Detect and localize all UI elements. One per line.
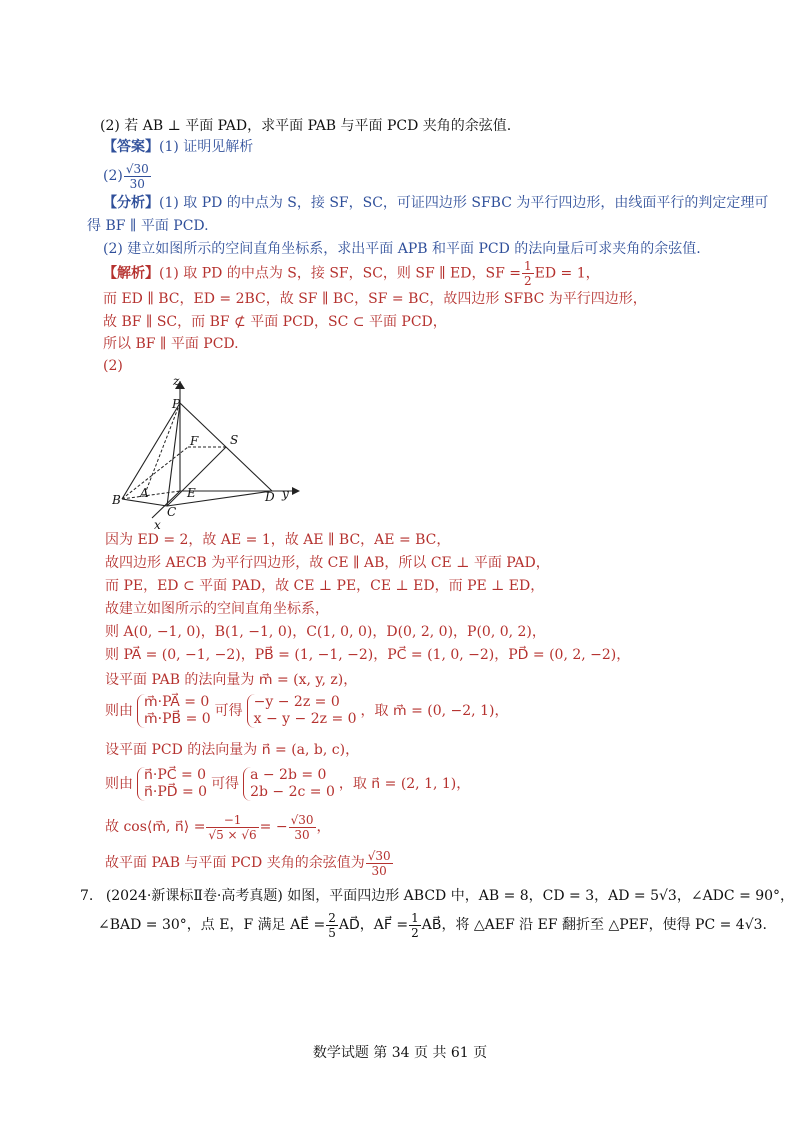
- step8-post: ，取 m⃗ = (0, −2, 1)，: [360, 703, 509, 719]
- label-z: z: [173, 374, 180, 388]
- final-fraction: [366, 849, 393, 878]
- answer-line-2: [103, 160, 152, 192]
- label-B: B: [112, 493, 121, 507]
- step11-pre: 故 cos⟨m⃗, n⃗⟩ =: [105, 819, 206, 835]
- cos-fraction-2: [289, 813, 316, 842]
- step10-eq3: a − 2b = 0: [250, 767, 327, 783]
- frac1-den: 5: [328, 925, 336, 940]
- system-m-conditions: [137, 694, 211, 728]
- frac2-num: 1: [411, 910, 419, 925]
- step8-eq2: m⃗·PB⃗ = 0: [144, 711, 211, 727]
- frac-two-fifths: [326, 911, 338, 940]
- question-2-text: (2) 若 AB ⊥ 平面 PAD，求平面 PAB 与平面 PCD 夹角的余弦值.: [100, 118, 512, 134]
- label-S: S: [230, 433, 239, 447]
- solution-step-7: 设平面 PAB 的法向量为 m⃗ = (x, y, z)，: [105, 672, 358, 688]
- question-7-text-1: (2024·新课标Ⅱ卷·高考真题) 如图，平面四边形 ABCD 中，AB = 8，CD = 3，AD = 5√3，∠ADC = 90°，: [105, 888, 795, 904]
- question-7-text-2c: AB⃗，将 △AEF 沿 EF 翻折至 △PEF，使得 PC = 4√3.: [421, 917, 767, 933]
- page-footer: 数学试题 第 34 页 共 61 页: [312, 1045, 488, 1061]
- answer-part2-prefix: (2): [103, 168, 123, 184]
- question-7-number: 7.: [80, 888, 94, 904]
- solution-step-9: 设平面 PCD 的法向量为 n⃗ = (a, b, c)，: [105, 742, 360, 758]
- answer-label: 【答案】: [103, 139, 159, 155]
- solution-step-5: 则 A(0, −1, 0)，B(1, −1, 0)，C(1, 0, 0)，D(0, 2, 0)，P(0, 0, 2)，: [105, 624, 546, 640]
- answer-fraction-num: √30: [125, 161, 149, 176]
- step8-mid: 可得: [214, 703, 243, 719]
- solution-line-1: [103, 259, 600, 288]
- analysis-line-1: [103, 193, 768, 213]
- segment-CS: [167, 447, 226, 506]
- step8-pre: 则由: [105, 703, 133, 719]
- step10-eq4: 2b − 2c = 0: [250, 784, 335, 800]
- step10-pre: 则由: [105, 776, 133, 792]
- solution-step-3: 而 PE，ED ⊂ 平面 PAD，故 CE ⊥ PE，CE ⊥ ED，而 PE ⊥ ED，: [105, 578, 545, 594]
- question-7-line-2: [98, 910, 767, 940]
- analysis-line-3: (2) 建立如图所示的空间直角坐标系，求出平面 APB 和平面 PCD 的法向量后可求夹角的余弦值.: [103, 241, 701, 257]
- question-7-line-1: [80, 886, 794, 906]
- cos-num-1: −1: [206, 813, 258, 828]
- analysis-label: 【分析】: [103, 195, 159, 211]
- answer-line-1: [103, 137, 253, 157]
- question-7-text-2b: AD⃗，AF⃗ =: [338, 917, 409, 933]
- edge-PB: [122, 403, 180, 499]
- pyramid-coordinate-figure: [112, 373, 312, 533]
- label-C: C: [167, 505, 177, 519]
- solution-text-1a: (1) 取 PD 的中点为 S，接 SF，SC，则 SF ∥ ED，SF =: [159, 265, 521, 282]
- final-num: √30: [367, 848, 391, 863]
- step10-post: ，取 n⃗ = (2, 1, 1)，: [338, 776, 471, 792]
- answer-fraction-den: 30: [129, 176, 145, 191]
- step8-eq1: m⃗·PA⃗ = 0: [144, 694, 210, 710]
- y-arrow: [292, 487, 300, 495]
- step11-mid: = −: [259, 819, 288, 835]
- analysis-line-2: 得 BF ∥ 平面 PCD.: [87, 218, 209, 234]
- solution-text-1b: ED = 1，: [534, 265, 600, 282]
- half-den: 2: [523, 274, 532, 288]
- answer-part1: (1) 证明见解析: [159, 139, 254, 155]
- solution-step-6: 则 PA⃗ = (0, −1, −2)，PB⃗ = (1, −1, −2)，PC⃗ = (1, 0, −2)，PD⃗ = (0, 2, −2)，: [105, 647, 631, 663]
- solution-step-12: [105, 846, 394, 880]
- cos-fraction-1: [206, 813, 258, 842]
- system-m-equations: [247, 694, 357, 728]
- step12-pre: 故平面 PAB 与平面 PCD 夹角的余弦值为: [105, 855, 365, 871]
- answer-fraction: [124, 162, 151, 191]
- label-D: D: [265, 490, 275, 504]
- step8-eq3: −y − 2z = 0: [253, 694, 340, 710]
- step8-eq4: x − y − 2z = 0: [253, 711, 357, 727]
- solution-step-8: [105, 693, 508, 729]
- step10-eq2: n⃗·PD⃗ = 0: [144, 784, 208, 800]
- label-y: y: [282, 487, 289, 501]
- solution-step-2: 故四边形 AECB 为平行四边形，故 CE ∥ AB，所以 CE ⊥ 平面 PAD，: [105, 555, 550, 571]
- edge-CD: [167, 491, 272, 506]
- final-den: 30: [371, 863, 387, 878]
- system-n-conditions: [137, 767, 207, 801]
- solution-step-4: 故建立如图所示的空间直角坐标系，: [105, 601, 329, 617]
- label-E: E: [187, 486, 196, 500]
- cos-den-1: √5 × √6: [208, 827, 257, 842]
- solution-fraction-half: [522, 259, 534, 288]
- frac1-num: 2: [328, 910, 336, 925]
- cos-num-2: √30: [290, 812, 314, 827]
- step10-mid: 可得: [211, 776, 240, 792]
- frac-one-half: [409, 911, 421, 940]
- analysis-text-1: (1) 取 PD 的中点为 S，接 SF，SC，可证四边形 SFBC 为平行四边形，由线面平行的判定定理可: [159, 195, 769, 211]
- step10-eq1: n⃗·PC⃗ = 0: [144, 767, 207, 783]
- label-x: x: [154, 518, 161, 532]
- solution-line-3: 故 BF ∥ SC，而 BF ⊄ 平面 PCD，SC ⊂ 平面 PCD，: [103, 314, 447, 330]
- solution-label: 【解析】: [103, 265, 159, 282]
- half-num: 1: [523, 259, 532, 273]
- label-F: F: [190, 434, 199, 448]
- cos-den-2: 30: [294, 827, 310, 842]
- edge-BC: [122, 499, 167, 506]
- label-A: A: [140, 486, 149, 500]
- question-7-text-2a: ∠BAD = 30°，点 E，F 满足 AE⃗ =: [98, 917, 326, 933]
- solution-line-4: 所以 BF ∥ 平面 PCD.: [103, 336, 239, 352]
- solution-step-10: [105, 766, 470, 802]
- solution-step-1: 因为 ED = 2，故 AE = 1，故 AE ∥ BC，AE = BC，: [105, 532, 451, 548]
- solution-step-11: [105, 810, 331, 844]
- label-P: P: [172, 397, 181, 411]
- solution-line-5: (2): [103, 358, 123, 374]
- step11-post: ，: [316, 819, 331, 835]
- solution-line-2: 而 ED ∥ BC，ED = 2BC，故 SF ∥ BC，SF = BC，故四边形 SFBC 为平行四边形，: [103, 291, 647, 307]
- frac2-den: 2: [411, 925, 419, 940]
- system-n-equations: [243, 767, 335, 801]
